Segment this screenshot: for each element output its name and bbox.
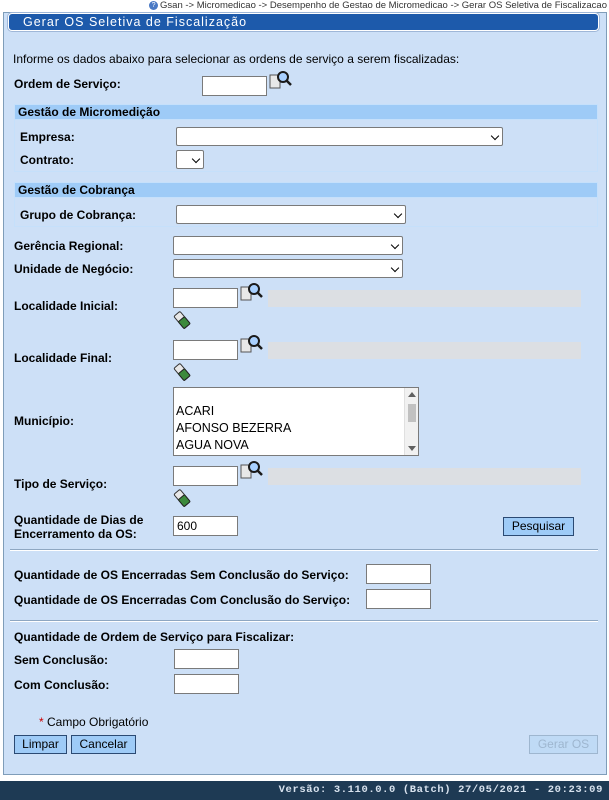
- help-icon[interactable]: ?: [149, 1, 158, 10]
- localidade-final-description: [268, 342, 581, 359]
- grupo-cobranca-select[interactable]: [176, 205, 406, 224]
- required-marker: *: [39, 715, 44, 729]
- search-icon[interactable]: [240, 460, 264, 480]
- tipo-servico-label: Tipo de Serviço:: [14, 477, 108, 491]
- eraser-icon[interactable]: [173, 363, 191, 381]
- list-item[interactable]: ACARI: [176, 404, 215, 418]
- cobranca-header: Gestão de Cobrança: [14, 182, 598, 198]
- gerencia-regional-label: Gerência Regional:: [14, 239, 124, 253]
- list-item[interactable]: AFONSO BEZERRA: [176, 421, 292, 435]
- pesquisar-button[interactable]: Pesquisar: [503, 517, 574, 536]
- qtd-sem-conclusao-label: Quantidade de OS Encerradas Sem Conclusão do Serviço:: [14, 568, 349, 582]
- unidade-negocio-label: Unidade de Negócio:: [14, 262, 134, 276]
- dias-encerramento-input[interactable]: [173, 516, 238, 536]
- localidade-inicial-label: Localidade Inicial:: [14, 299, 119, 313]
- required-note: [39, 715, 148, 729]
- localidade-final-input[interactable]: [173, 340, 238, 360]
- localidade-final-label: Localidade Final:: [14, 351, 113, 365]
- fiscalizar-com-input[interactable]: [174, 674, 239, 694]
- eraser-icon[interactable]: [173, 489, 191, 507]
- search-icon[interactable]: [240, 334, 264, 354]
- micromedicao-header: Gestão de Micromedição: [14, 104, 598, 120]
- fiscalizar-com-label: Com Conclusão:: [14, 678, 110, 692]
- qtd-com-conclusao-label: Quantidade de OS Encerradas Com Conclusão do Serviço:: [14, 593, 351, 607]
- qtd-sem-conclusao-input[interactable]: [366, 564, 431, 584]
- scroll-down-icon[interactable]: [408, 446, 416, 451]
- fiscalizar-header: Quantidade de Ordem de Serviço para Fiscalizar:: [14, 630, 295, 644]
- breadcrumb-text[interactable]: Gsan -> Micromedicao -> Desempenho de Gestao de Micromedicao -> Gerar OS Seletiva de Fiscalizacao: [160, 0, 607, 11]
- divider: [10, 620, 598, 622]
- instructions-text: Informe os dados abaixo para selecionar as ordens de serviço a serem fiscalizadas:: [13, 52, 460, 66]
- qtd-com-conclusao-input[interactable]: [366, 589, 431, 609]
- localidade-inicial-input[interactable]: [173, 288, 238, 308]
- page-title: Gerar OS Seletiva de Fiscalização: [8, 13, 599, 31]
- dias-encerramento-label-1: Quantidade de Dias de: [14, 513, 144, 527]
- gerar-os-button[interactable]: Gerar OS: [529, 735, 598, 754]
- municipio-label: Município:: [14, 414, 74, 428]
- tipo-servico-input[interactable]: [173, 466, 238, 486]
- contrato-select[interactable]: [176, 150, 204, 169]
- cancelar-button[interactable]: Cancelar: [71, 735, 136, 754]
- divider: [10, 549, 598, 551]
- search-icon[interactable]: [240, 282, 264, 302]
- dias-encerramento-label-2: Encerramento da OS:: [14, 527, 137, 541]
- fiscalizar-sem-input[interactable]: [174, 649, 239, 669]
- tipo-servico-description: [268, 468, 581, 485]
- list-item[interactable]: AGUA NOVA: [176, 438, 249, 452]
- municipio-listbox[interactable]: [173, 387, 419, 456]
- empresa-select[interactable]: [176, 127, 503, 146]
- empresa-label: Empresa:: [20, 130, 75, 144]
- ordem-servico-input[interactable]: [202, 76, 267, 96]
- search-icon[interactable]: [269, 70, 293, 90]
- eraser-icon[interactable]: [173, 311, 191, 329]
- version-footer: Versão: 3.110.0.0 (Batch) 27/05/2021 - 20:23:09: [0, 781, 609, 800]
- unidade-negocio-select[interactable]: [173, 259, 403, 278]
- limpar-button[interactable]: Limpar: [14, 735, 67, 754]
- gerencia-regional-select[interactable]: [173, 236, 403, 255]
- localidade-inicial-description: [268, 290, 581, 307]
- required-text: Campo Obrigatório: [47, 715, 149, 729]
- contrato-label: Contrato:: [20, 153, 74, 167]
- breadcrumb: [149, 0, 607, 12]
- ordem-servico-label: Ordem de Serviço:: [14, 77, 121, 91]
- scroll-up-icon[interactable]: [408, 392, 416, 397]
- grupo-cobranca-label: Grupo de Cobrança:: [20, 208, 137, 222]
- fiscalizar-sem-label: Sem Conclusão:: [14, 653, 109, 667]
- scroll-thumb[interactable]: [408, 404, 416, 422]
- scrollbar[interactable]: [404, 388, 418, 455]
